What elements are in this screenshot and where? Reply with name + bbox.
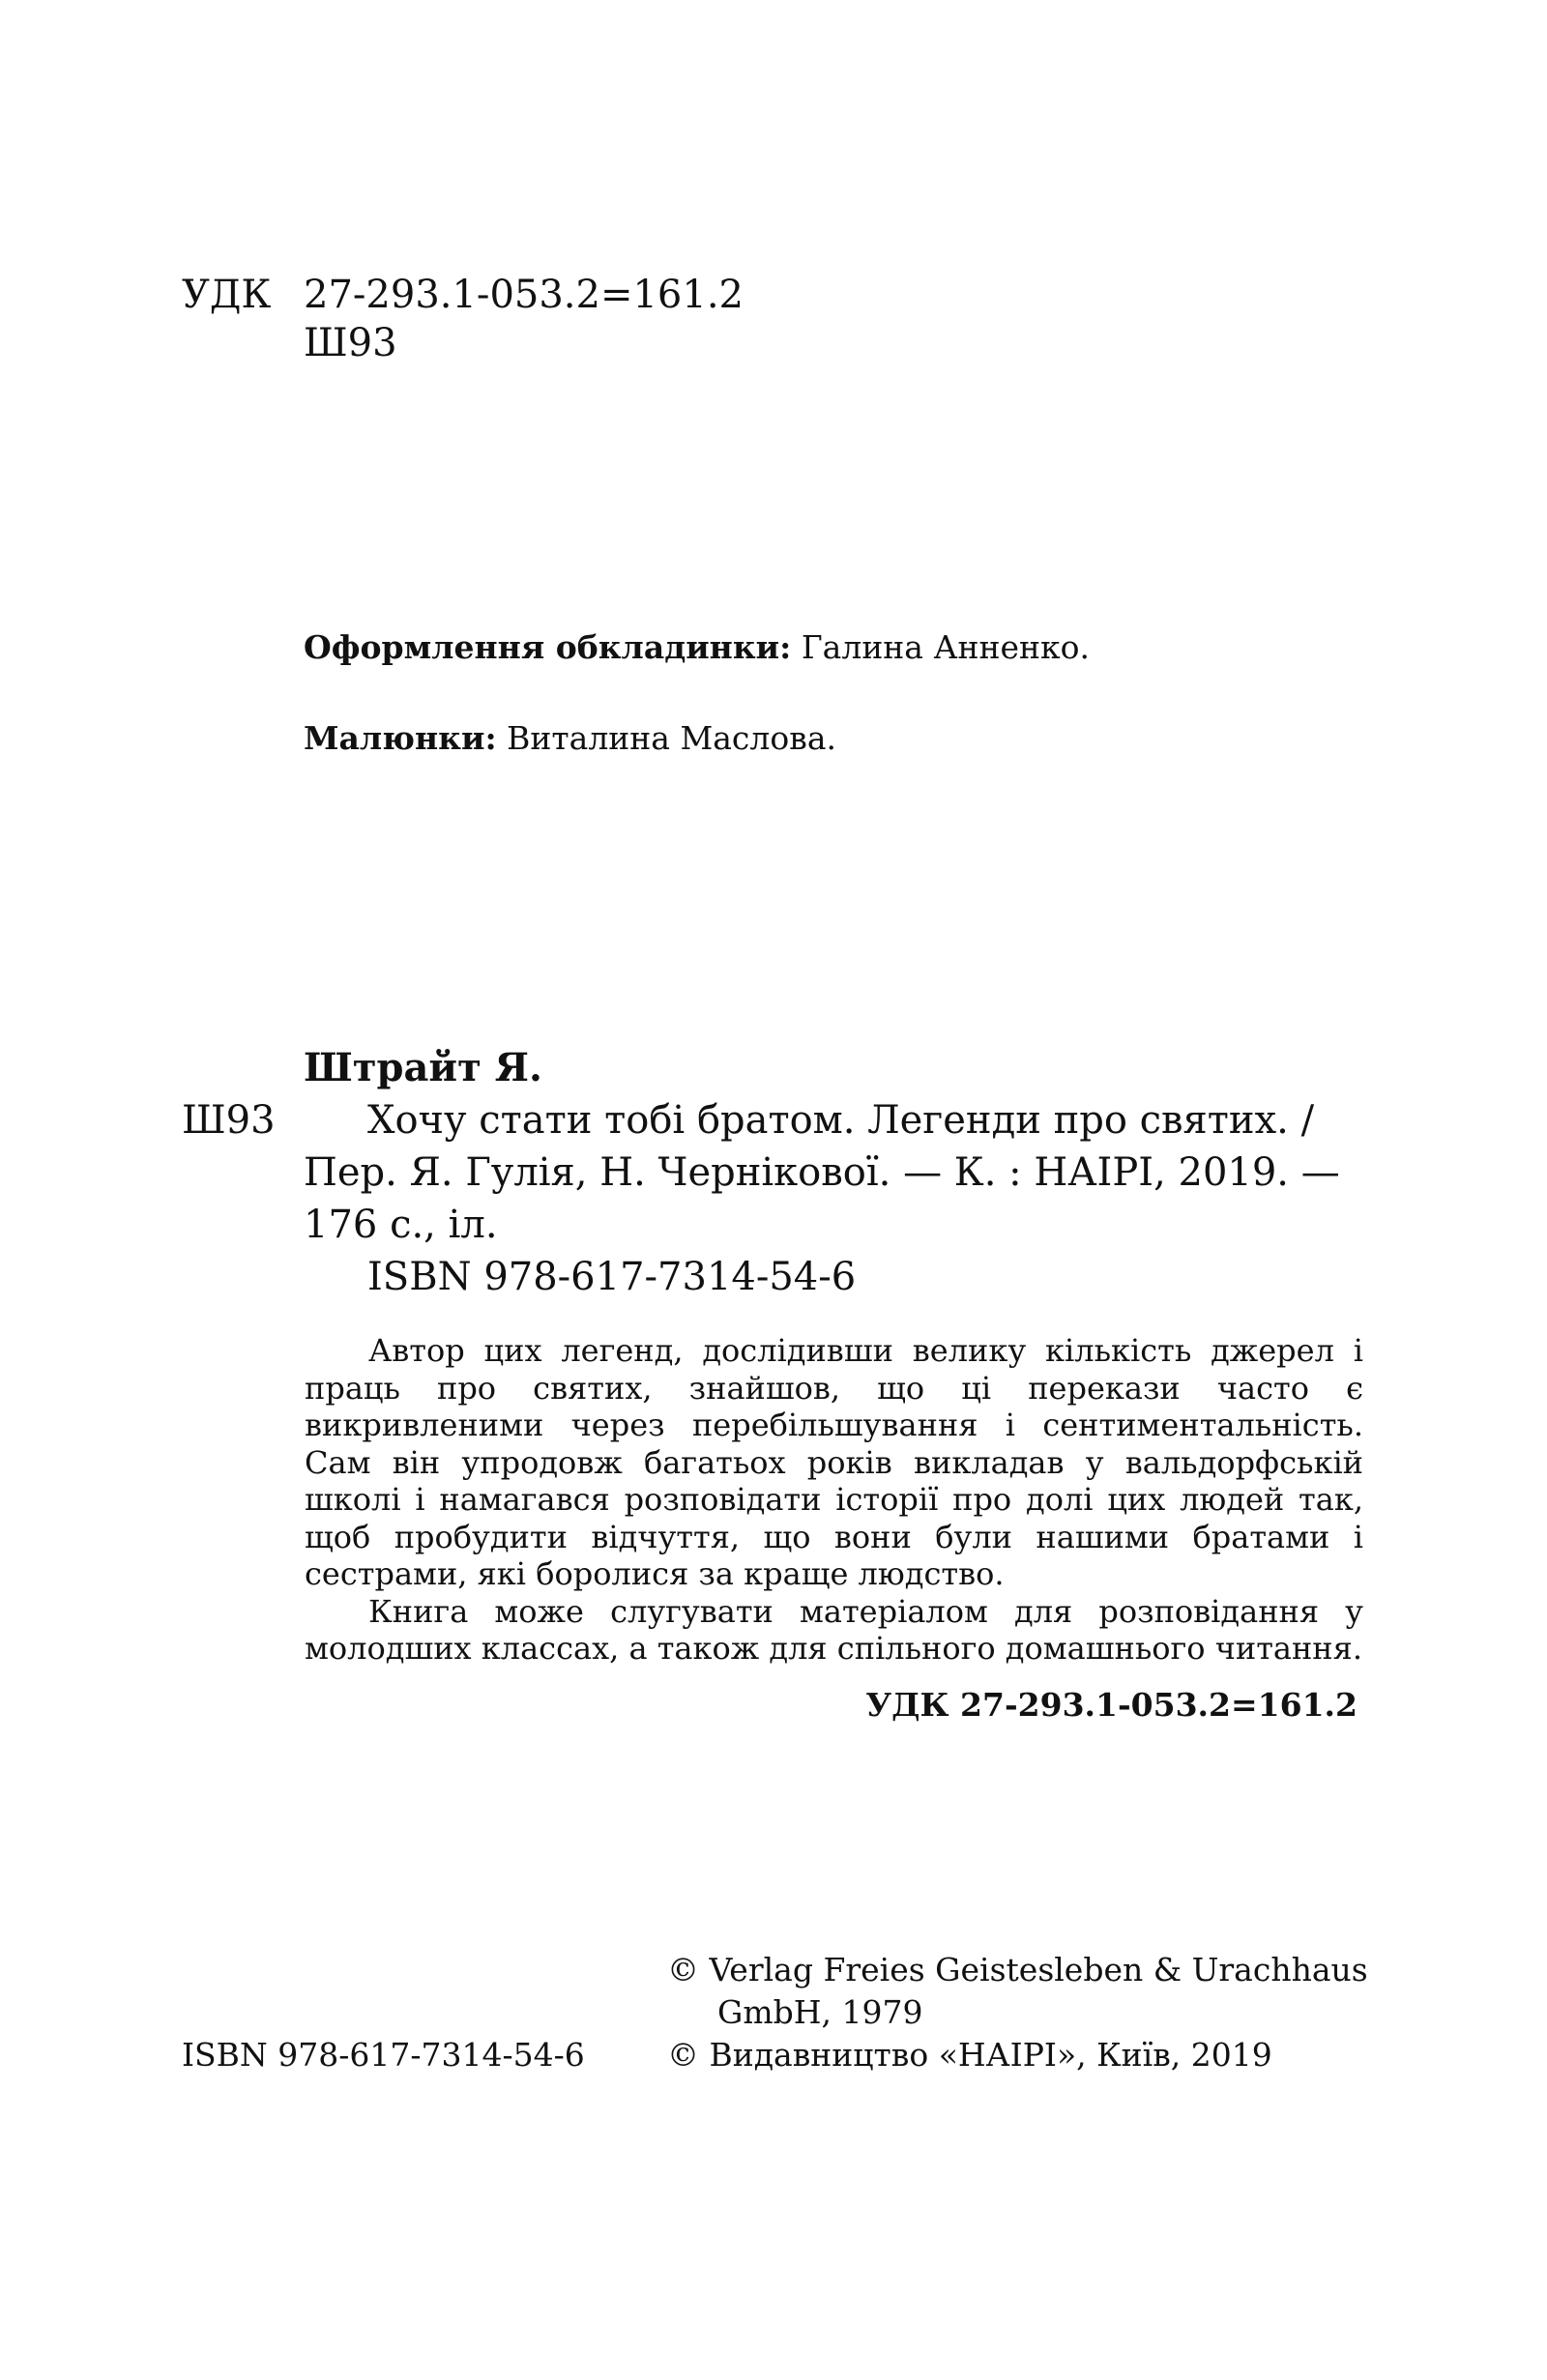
copyright-verlag: © Verlag Freies Geistesleben & Urachhaus <box>667 1951 1368 1988</box>
catalog-isbn-line: ISBN 978-617-7314-54-6 <box>367 1255 857 1299</box>
catalog-author: Штрайт Я. <box>304 1045 542 1090</box>
catalog-shelf-code: Ш93 <box>182 1098 276 1143</box>
credit-cover-design <box>304 626 1090 669</box>
copyright-publisher: © Видавництво «НАІРІ», Київ, 2019 <box>667 2036 1272 2074</box>
copyright-verlag-year: GmbH, 1979 <box>717 1993 923 2031</box>
abstract-paragraph: Автор цих легенд, дослідивши велику кількість джерел і праць про святих, знайшов, що ці перекази часто є викривленими через перебільшування і сентиментальність. Сам він упродовж багатьох років викладав у вальдорфській школі і намагався розповідати історії про долі цих людей так, щоб пробудити відчуття, що вони були нашими братами і сестрами, які боролися за краще людство. <box>305 1332 1363 1592</box>
catalog-pages-line: 176 с., іл. <box>304 1203 498 1247</box>
catalog-title-line: Хочу стати тобі братом. Легенди про святих. / <box>367 1098 1315 1143</box>
udk-footer: УДК 27-293.1-053.2=161.2 <box>865 1686 1357 1724</box>
credit-role: Малюнки: <box>304 719 497 757</box>
udk-code: 27-293.1-053.2=161.2 <box>304 273 744 317</box>
catalog-publication-line: Пер. Я. Гулія, Н. Чернікової. — К. : НАІРІ, 2019. — <box>304 1150 1340 1195</box>
credit-illustrations <box>304 717 836 760</box>
udk-shelf-code: Ш93 <box>304 321 397 365</box>
abstract-paragraph: Книга може слугувати матеріалом для розповідання у молодших классах, а також для спільного домашнього читання. <box>305 1592 1363 1667</box>
abstract <box>305 1332 1363 1668</box>
udk-label: УДК <box>182 273 272 317</box>
credit-name: Виталина Маслова. <box>507 719 836 757</box>
isbn-bottom: ISBN 978-617-7314-54-6 <box>182 2036 585 2074</box>
credit-role: Оформлення обкладинки: <box>304 628 792 666</box>
credit-name: Галина Анненко. <box>801 628 1090 666</box>
